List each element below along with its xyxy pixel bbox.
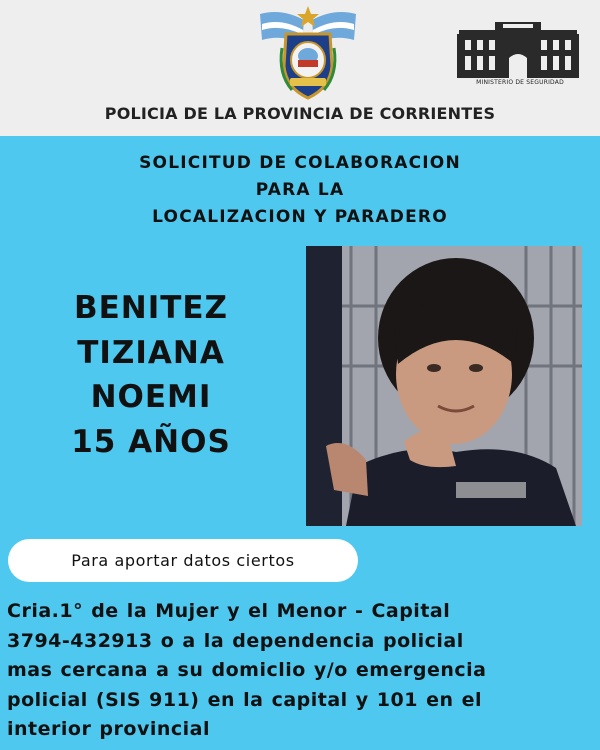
contact-line: interior provincial [7, 718, 210, 740]
header [0, 0, 600, 136]
contact-line: mas cercana a su domiclio y/o emergencia [7, 659, 487, 681]
person-middle-name: NOEMI [90, 379, 212, 415]
police-crest-icon [252, 4, 364, 102]
missing-person-photo [306, 246, 582, 526]
info-label-pill [8, 539, 358, 582]
header-title: POLICIA DE LA PROVINCIA DE CORRIENTES [104, 104, 496, 123]
person-age: 15 AÑOS [71, 423, 231, 460]
person-surname: BENITEZ [73, 290, 229, 326]
contact-line: Cria.1° de la Mujer y el Menor - Capital [7, 600, 451, 622]
request-line: PARA LA [255, 180, 345, 200]
person-first-name: TIZIANA [77, 334, 225, 371]
ministry-label: MINISTERIO DE SEGURIDAD [476, 79, 564, 86]
request-heading [80, 150, 520, 231]
contact-info [7, 597, 575, 745]
contact-line: 3794-432913 o a la dependencia policial [7, 629, 464, 652]
info-label: Para aportar datos ciertos [71, 551, 295, 570]
person-name-block [20, 286, 282, 464]
request-line: SOLICITUD DE COLABORACION [139, 153, 461, 173]
request-line: LOCALIZACION Y PARADERO [152, 207, 448, 227]
contact-line: policial (SIS 911) en la capital y 101 en el [7, 688, 483, 711]
